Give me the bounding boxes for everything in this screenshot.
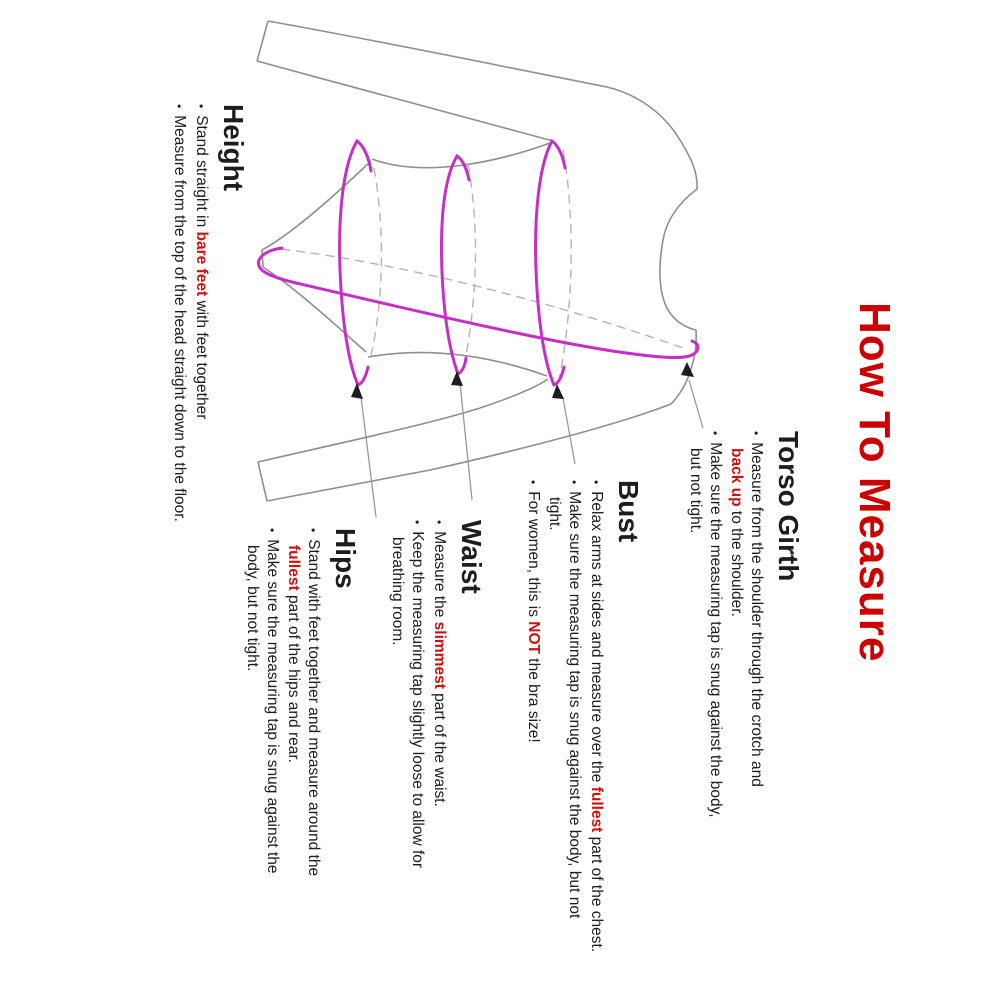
bullet-dot: • bbox=[265, 528, 279, 533]
bullet-item bbox=[686, 431, 725, 817]
section-title-bust: Bust bbox=[613, 480, 644, 543]
bullet-list-height bbox=[169, 104, 211, 584]
torso-pointer-line bbox=[689, 380, 703, 428]
bullet-dot: • bbox=[194, 104, 208, 109]
section-hips bbox=[241, 528, 362, 973]
emphasized-text: NOT bbox=[525, 621, 542, 654]
bullet-dot: • bbox=[306, 528, 320, 533]
bullet-line bbox=[169, 104, 189, 584]
bullet-item bbox=[727, 431, 766, 817]
text-segment: Relax arms at sides and measure over the bbox=[588, 491, 605, 787]
waist-loop-back-dashed bbox=[464, 164, 475, 366]
bullet-line bbox=[262, 528, 282, 973]
torso-girth-loop bbox=[258, 248, 698, 358]
bullet-line bbox=[564, 480, 584, 995]
bust-loop bbox=[536, 141, 565, 385]
lower-leg-cuff bbox=[258, 462, 267, 501]
bullet-dot: • bbox=[432, 520, 446, 525]
text-segment: to the shoulder. bbox=[728, 506, 745, 617]
text-segment: part of the waist. bbox=[431, 688, 448, 807]
bullet-item bbox=[169, 104, 189, 584]
bullet-item bbox=[545, 480, 584, 995]
text-segment: Measure the bbox=[431, 531, 448, 622]
bullet-dot: • bbox=[410, 520, 424, 525]
section-torso-girth bbox=[684, 431, 805, 817]
text-segment: Make sure the measuring tap is snug against the body, but not bbox=[566, 491, 583, 919]
bullet-line bbox=[705, 431, 725, 817]
emphasized-text: bare feet bbox=[193, 231, 210, 297]
waist-pointer-line bbox=[460, 383, 472, 500]
bullet-line bbox=[429, 520, 449, 960]
bullet-line bbox=[727, 431, 746, 817]
bullet-line bbox=[284, 528, 303, 973]
bullet-list-waist bbox=[388, 520, 449, 960]
bust-loop-back-dashed bbox=[559, 150, 571, 380]
crotch-seam-lower bbox=[263, 267, 366, 352]
emphasized-text: fullest bbox=[285, 545, 302, 591]
hips-pointer-line bbox=[361, 397, 376, 517]
bullet-dot: • bbox=[567, 480, 581, 485]
upper-leg-cuff bbox=[257, 21, 268, 61]
text-segment: Make sure the measuring tap is snug against the body, bbox=[707, 442, 724, 818]
bullet-item bbox=[523, 480, 543, 995]
page-title: How To Measure bbox=[850, 302, 899, 663]
text-segment: part of the hips and rear. bbox=[285, 590, 302, 763]
lower-leg-top-edge bbox=[258, 379, 548, 462]
bullet-item bbox=[284, 528, 323, 973]
text-segment: the bra size! bbox=[525, 653, 542, 743]
bullet-item bbox=[429, 520, 449, 960]
text-segment: but not tight. bbox=[687, 448, 704, 534]
bullet-line bbox=[523, 480, 543, 995]
text-segment: breathing room. bbox=[389, 537, 406, 646]
garment-outline bbox=[257, 21, 697, 501]
bullet-item bbox=[586, 480, 606, 995]
emphasized-text: fullest bbox=[588, 786, 605, 833]
emphasized-text: slimmest bbox=[431, 621, 448, 689]
section-title-hips: Hips bbox=[330, 528, 361, 589]
emphasized-text: back up bbox=[728, 448, 745, 507]
text-segment: Keep the measuring tap slightly loose to allow for bbox=[409, 531, 426, 869]
bullet-item bbox=[243, 528, 282, 973]
measuring-loops bbox=[258, 141, 698, 385]
bullet-line bbox=[586, 480, 606, 995]
bullet-line bbox=[191, 104, 211, 584]
text-segment: Measure from the shoulder through the crotch and bbox=[748, 442, 765, 787]
section-height bbox=[167, 104, 250, 584]
text-segment: Stand straight in bbox=[193, 115, 210, 232]
text-segment: part of the chest. bbox=[588, 832, 605, 953]
text-segment: body, but not tight. bbox=[244, 545, 261, 672]
bullet-dot: • bbox=[589, 480, 603, 485]
bullet-item bbox=[191, 104, 211, 584]
bullet-line bbox=[545, 480, 564, 995]
upper-leg-bottom-edge bbox=[257, 61, 553, 141]
bullet-line bbox=[388, 520, 407, 960]
bullet-line bbox=[746, 431, 766, 817]
text-segment: Make sure the measuring tap is snug against the bbox=[264, 539, 281, 874]
section-bust bbox=[521, 480, 645, 995]
bullet-item bbox=[388, 520, 427, 960]
bullet-list-bust bbox=[523, 480, 606, 995]
bust-pointer-line bbox=[563, 398, 575, 464]
section-title-torso-girth: Torso Girth bbox=[773, 431, 804, 582]
bullet-dot: • bbox=[749, 431, 763, 436]
bullet-dot: • bbox=[172, 104, 186, 109]
section-title-waist: Waist bbox=[456, 520, 487, 594]
bullet-line bbox=[303, 528, 323, 973]
hips-arrowhead bbox=[351, 383, 363, 399]
bullet-list-hips bbox=[243, 528, 323, 973]
dashed-hidden-lines bbox=[281, 150, 686, 380]
crotch-tip bbox=[262, 250, 263, 267]
text-segment: tight. bbox=[546, 497, 563, 531]
bullet-line bbox=[243, 528, 262, 973]
crotch-seam-upper bbox=[262, 161, 371, 250]
section-title-height: Height bbox=[218, 104, 249, 192]
text-segment: Stand with feet together and measure around the bbox=[305, 539, 322, 877]
text-segment: For women, this is bbox=[525, 491, 542, 622]
hips-loop bbox=[340, 141, 371, 385]
bullet-dot: • bbox=[708, 431, 722, 436]
section-waist bbox=[386, 520, 488, 960]
text-segment: Measure from the top of the head straight down to the floor. bbox=[171, 115, 188, 522]
waist-loop bbox=[442, 156, 469, 374]
bullet-line bbox=[407, 520, 427, 960]
text-segment: with feet together bbox=[193, 296, 210, 420]
bullet-list-torso-girth bbox=[686, 431, 766, 817]
bullet-dot: • bbox=[526, 480, 540, 485]
bullet-line bbox=[686, 431, 705, 817]
